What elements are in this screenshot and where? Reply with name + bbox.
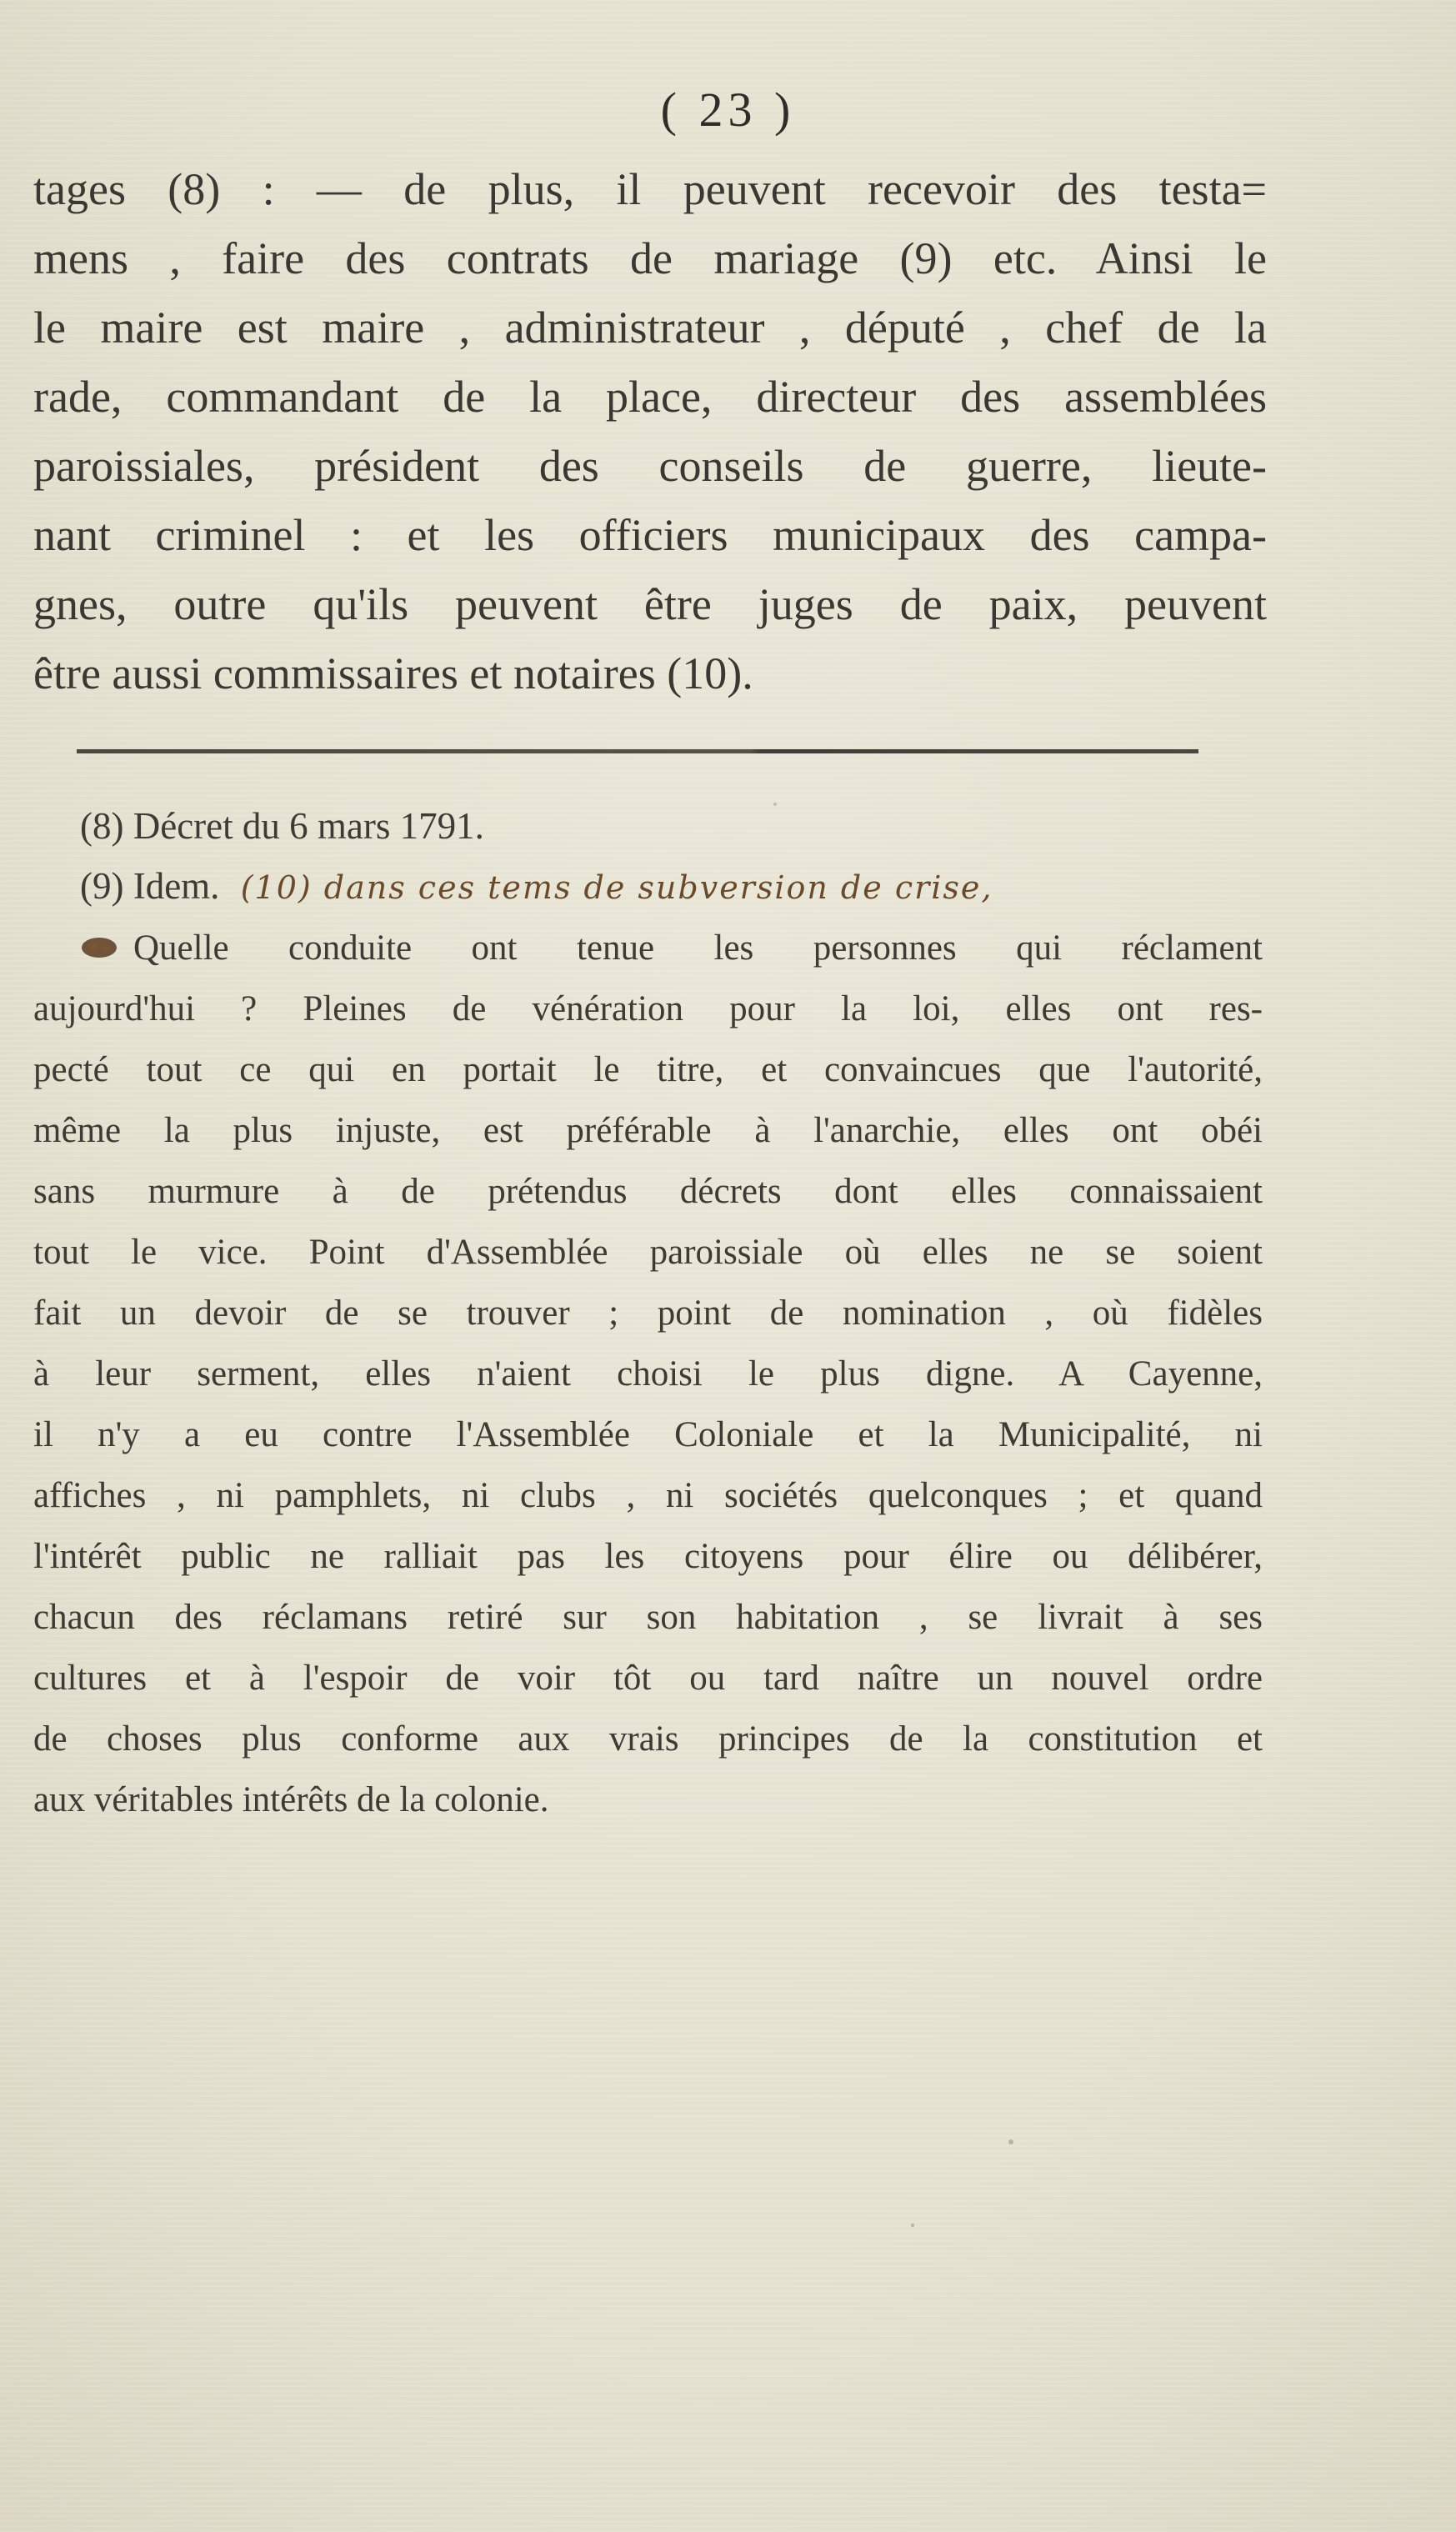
footnote-line: cultures et à l'espoir de voir tôt ou tard naître un nouvel ordre xyxy=(33,1659,1263,1698)
footnote-line: à leur serment, elles n'aient choisi le plus digne. A Cayenne, xyxy=(33,1354,1263,1394)
footnote-line: de choses plus conforme aux vrais principes de la constitution et xyxy=(33,1719,1263,1759)
body-line: rade, commandant de la place, directeur des assemblées xyxy=(33,372,1267,422)
page-number: ( 23 ) xyxy=(660,83,796,137)
footnote-line: chacun des réclamans retiré sur son habitation , se livrait à ses xyxy=(33,1598,1263,1637)
main-paragraph xyxy=(33,155,1267,708)
footnote-line: pecté tout ce qui en portait le titre, et convaincues que l'autorité, xyxy=(33,1050,1263,1089)
footnote-line: l'intérêt public ne ralliait pas les citoyens pour élire ou délibérer, xyxy=(33,1537,1263,1576)
footnote-8: (8) Décret du 6 mars 1791. xyxy=(80,805,484,847)
footnote-9 xyxy=(33,856,1263,918)
body-line: nant criminel : et les officiers municipaux des campa- xyxy=(33,510,1267,560)
body-line: le maire est maire , administrateur , député , chef de la xyxy=(33,303,1267,353)
footnote-line: fait un devoir de se trouver ; point de nomination , où fidèles xyxy=(33,1294,1263,1333)
footnote-line: sans murmure à de prétendus décrets dont elles connaissaient xyxy=(33,1172,1263,1211)
footnote-9-text: (9) Idem. xyxy=(80,865,220,907)
body-line: mens , faire des contrats de mariage (9) etc. Ainsi le xyxy=(33,233,1267,283)
footnote-line: même la plus injuste, est préférable à l'anarchie, elles ont obéi xyxy=(33,1111,1263,1150)
ink-blot-icon xyxy=(80,935,118,960)
body-line: gnes, outre qu'ils peuvent être juges de paix, peuvent xyxy=(33,579,1267,629)
handwritten-annotation: (10) dans ces tems de subversion de crise, xyxy=(240,869,993,906)
footnote-line: il n'y a eu contre l'Assemblée Coloniale et la Municipalité, ni xyxy=(33,1415,1263,1454)
footnote-line: aujourd'hui ? Pleines de vénération pour la loi, elles ont res- xyxy=(33,989,1263,1028)
footnote-line: aux véritables intérêts de la colonie. xyxy=(33,1780,549,1819)
body-line: tages (8) : –– de plus, il peuvent recevoir des testa= xyxy=(33,164,1267,214)
footnote-line: Quelle conduite ont tenue les personnes qui réclament xyxy=(133,928,1263,968)
footnotes xyxy=(33,796,1263,1830)
body-line: paroissiales, président des conseils de guerre, lieute- xyxy=(33,441,1267,491)
footnote-10-first-line xyxy=(33,918,1263,978)
footnote-10 xyxy=(33,918,1263,1830)
footnote-line: affiches , ni pamphlets, ni clubs , ni sociétés quelconques ; et quand xyxy=(33,1476,1263,1515)
footnote-line: tout le vice. Point d'Assemblée paroissiale où elles ne se soient xyxy=(33,1233,1263,1272)
body-line: être aussi commissaires et notaires (10). xyxy=(33,648,753,698)
footnote-divider xyxy=(77,749,1198,753)
